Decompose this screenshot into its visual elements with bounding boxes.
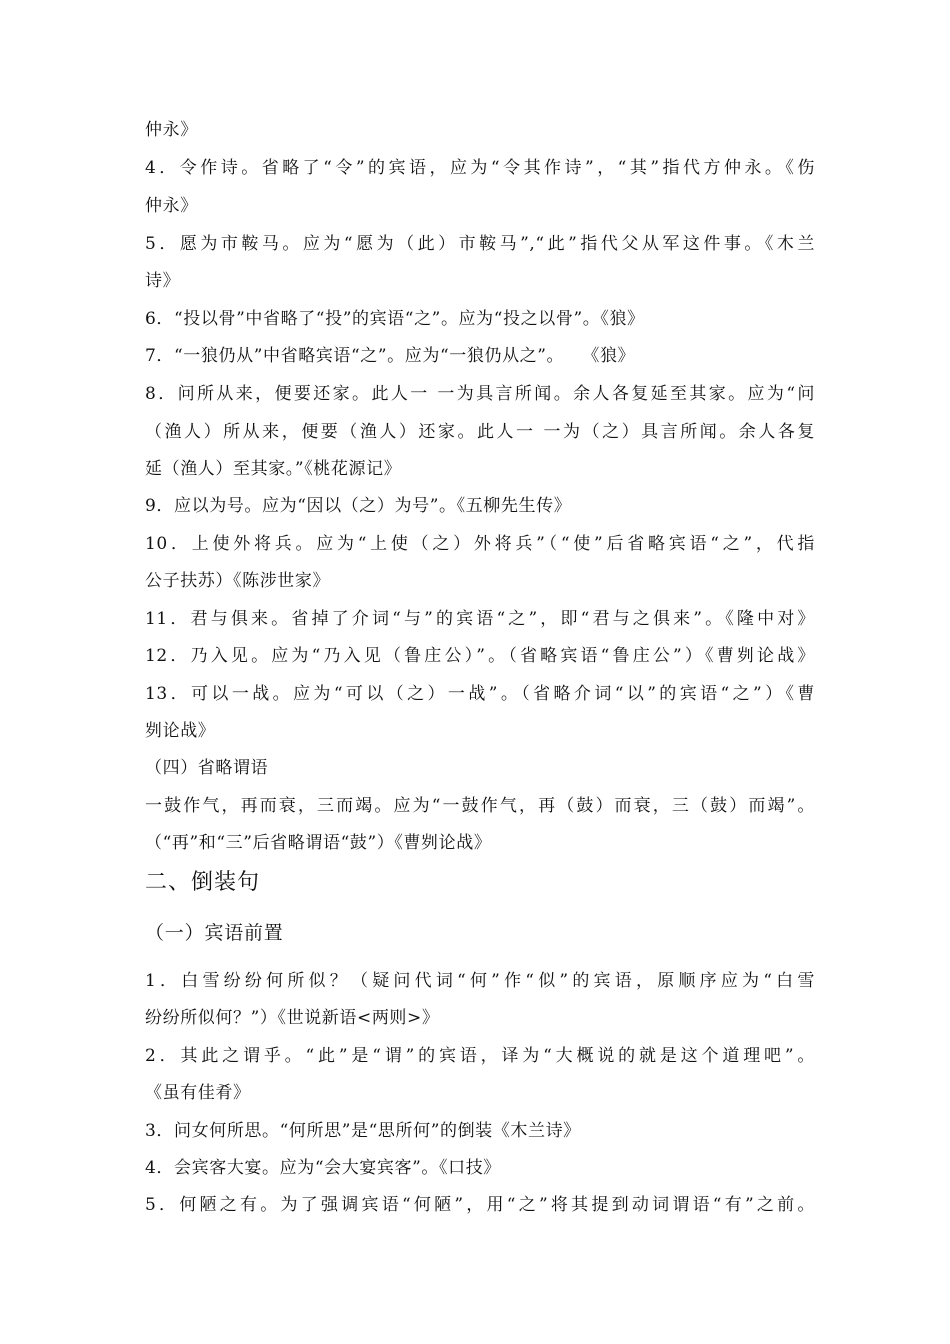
text-line: 6．“投以骨”中省略了“投”的宾语“之”。应为“投之以骨”。《狼》 — [145, 309, 645, 329]
text-line: 仲永》 — [145, 196, 198, 216]
text-line: 4．会宾客大宴。应为“会大宴宾客”。《口技》 — [145, 1158, 501, 1178]
text-line: 纷纷所似何？”）《世说新语<两则>》 — [145, 1008, 440, 1028]
text-line: 公子扶苏）《陈涉世家》 — [145, 571, 331, 591]
text-line: 诗》 — [145, 271, 181, 291]
subsection-heading: （四）省略谓语 — [145, 758, 269, 778]
text-line: 一鼓作气，再而衰，三而竭。应为“一鼓作气，再（鼓）而衰，三（鼓）而竭”。 — [145, 796, 815, 816]
text-line: 3．问女何所思。“何所思”是“思所何”的倒装《木兰诗》 — [145, 1121, 581, 1141]
text-line: 1．白雪纷纷何所似？（疑问代词“何”作“似”的宾语，原顺序应为“白雪 — [145, 971, 815, 991]
text-line: 《虽有佳肴》 — [145, 1083, 251, 1103]
text-line: （“再”和“三”后省略谓语“鼓”）《曹刿论战》 — [145, 833, 492, 853]
text-line: 5．愿为市鞍马。应为“愿为（此）市鞍马”,“此”指代父从军这件事。《木兰 — [145, 234, 815, 254]
text-line: 12．乃入见。应为“乃入见（鲁庄公）”。（省略宾语“鲁庄公”）《曹刿论战》 — [145, 646, 815, 666]
section-heading: 二、倒装句 — [145, 870, 261, 895]
text-line: 13．可以一战。应为“可以（之）一战”。（省略介词“以”的宾语“之”）《曹 — [145, 684, 815, 704]
text-line: 8．问所从来，便要还家。此人一 一为具言所闻。余人各复延至其家。应为“问 — [145, 384, 815, 404]
text-line: 9．应以为号。应为“因以（之）为号”。《五柳先生传》 — [145, 496, 572, 516]
text-line: 10．上使外将兵。应为“上使（之）外将兵”（“使”后省略宾语“之”，代指 — [145, 534, 815, 554]
subsection-heading: （一）宾语前置 — [145, 922, 284, 944]
text-line: 2．其此之谓乎。“此”是“谓”的宾语，译为“大概说的就是这个道理吧”。 — [145, 1046, 815, 1066]
text-line: 11．君与俱来。省掉了介词“与”的宾语“之”，即“君与之俱来”。《隆中对》 — [145, 609, 815, 629]
text-line: 延（渔人）至其家。”《桃花源记》 — [145, 459, 402, 479]
text-line: 5．何陋之有。为了强调宾语“何陋”，用“之”将其提到动词谓语“有”之前。 — [145, 1195, 815, 1215]
text-line: 刿论战》 — [145, 721, 216, 741]
text-line: 7．“一狼仍从”中省略宾语“之”。应为“一狼仍从之”。 《狼》 — [145, 346, 636, 366]
text-line: 仲永》 — [145, 120, 198, 140]
text-line: （渔人）所从来，便要（渔人）还家。此人一 一为（之）具言所闻。余人各复 — [145, 422, 815, 442]
text-line: 4．令作诗。省略了“令”的宾语，应为“令其作诗”，“其”指代方仲永。《伤 — [145, 158, 815, 178]
